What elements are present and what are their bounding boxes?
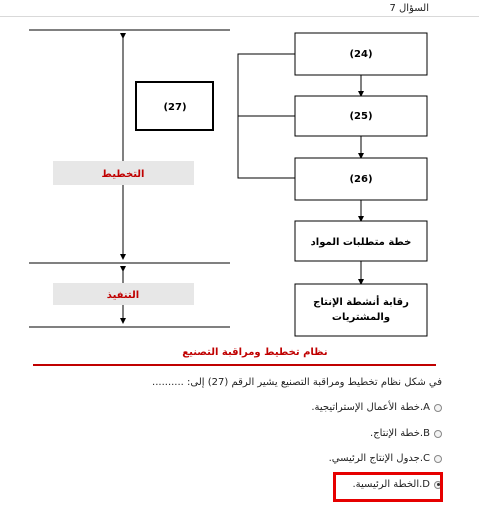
diagram-caption: نظام تخطيط ومراقبة التصنيع [182,347,328,358]
materials-plan-label: خطة متطلبات المواد [310,237,412,248]
question-title: السؤال 7 [389,3,429,14]
option-d-label: D.الخطة الرئيسية. [352,479,430,490]
execution-label: التنفيذ [106,290,140,301]
question-text: في شكل نظام تخطيط ومراقبة التصنيع يشير الرقم (27) إلى: .......... [152,377,442,388]
option-c[interactable] [329,453,442,464]
option-b-label: B.خطة الإنتاج. [370,428,430,439]
option-b[interactable] [370,428,442,439]
production-control-label-2: والمشتريات [331,312,391,323]
box-24-label: (24) [349,49,373,60]
option-c-label: C.جدول الإنتاج الرئيسي. [328,453,430,464]
option-b-radio[interactable] [434,430,442,438]
caption-underline [33,364,436,366]
selected-answer-highlight [333,472,443,502]
production-control-label-1: رقابة أنشطة الإنتاج [313,297,409,308]
planning-label: التخطيط [101,169,145,180]
box-27-label: (27) [163,102,187,113]
box-25-label: (25) [349,111,373,122]
box-26-label: (26) [349,174,373,185]
option-a-radio[interactable] [434,404,442,412]
option-a-label: A.خطة الأعمال الإستراتيجية. [311,402,430,413]
option-a[interactable] [311,402,442,413]
option-c-radio[interactable] [434,455,442,463]
